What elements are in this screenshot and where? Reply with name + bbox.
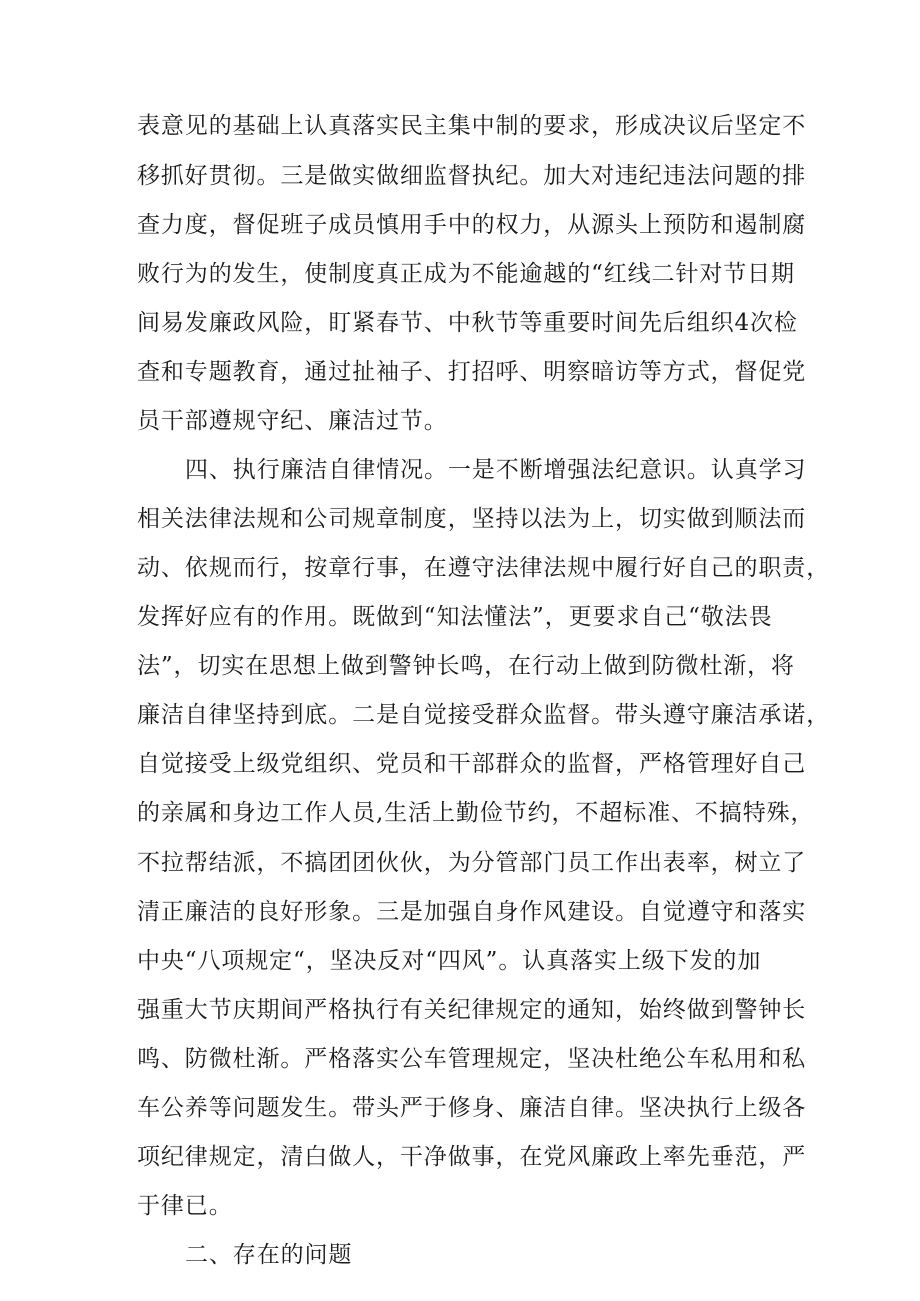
text-line: 车公养等问题发生。带头严于修身、廉洁自律。坚决执行上级各: [137, 1095, 807, 1121]
text-line: 自觉接受上级党组织、党员和干部群众的监督，严格管理好自己: [137, 751, 807, 777]
text-line: 强重大节庆期间严格执行有关纪律规定的通知，始终做到警钟长: [137, 997, 807, 1023]
text-line: 项纪律规定，清白做人，干净做事，在党风廉政上率先垂范，严: [137, 1144, 807, 1170]
text-line: 廉洁自律坚持到底。二是自觉接受群众监督。带头遵守廉洁承诺，: [137, 702, 831, 728]
text-line: 中央“八项规定“，坚决反对“四风”。认真落实上级下发的加: [137, 948, 762, 974]
text-line: 的亲属和身边工作人员,生活上勤俭节约，不超标准、不搞特殊，: [137, 800, 815, 826]
text-line: 查和专题教育，通过扯袖子、打招呼、明察暗访等方式，督促党: [137, 359, 807, 385]
section-heading: 二、存在的问题: [185, 1242, 353, 1268]
text-line: 相关法律法规和公司规章制度，坚持以法为上，切实做到顺法而: [137, 506, 807, 532]
text-line: 查力度，督促班子成员慎用手中的权力，从源头上预防和遏制腐: [137, 212, 807, 238]
text-line: 鸣、防微杜渐。严格落实公车管理规定，坚决杜绝公车私用和私: [137, 1046, 807, 1072]
text-line: 员干部遵规守纪、廉洁过节。: [137, 408, 448, 434]
text-line: 动、依规而行，按章行事，在遵守法律法规中履行好自己的职责，: [137, 555, 831, 581]
text-line: 表意见的基础上认真落实民主集中制的要求，形成决议后坚定不: [137, 113, 807, 139]
text-line: 清正廉洁的良好形象。三是加强自身作风建设。自觉遵守和落实: [137, 899, 807, 925]
text-line: 间易发廉政风险，盯紧春节、中秋节等重要时间先后组织4次检: [137, 310, 798, 336]
text-line: 发挥好应有的作用。既做到“知法懂法”，更要求自己“敬法畏: [137, 604, 773, 630]
text-line: 败行为的发生，使制度真正成为不能逾越的“红线二针对节日期: [137, 261, 795, 287]
text-line: 法”，切实在思想上做到警钟长鸣，在行动上做到防微杜渐，将: [137, 653, 795, 679]
text-line: 不拉帮结派，不搞团团伙伙，为分管部门员工作出表率，树立了: [137, 850, 807, 876]
section-heading-paragraph: 四、执行廉洁自律情况。一是不断增强法纪意识。认真学习: [185, 457, 807, 483]
text-line: 于律已。: [137, 1193, 233, 1219]
text-line: 移抓好贯彻。三是做实做细监督执纪。加大对违纪违法问题的排: [137, 163, 807, 189]
